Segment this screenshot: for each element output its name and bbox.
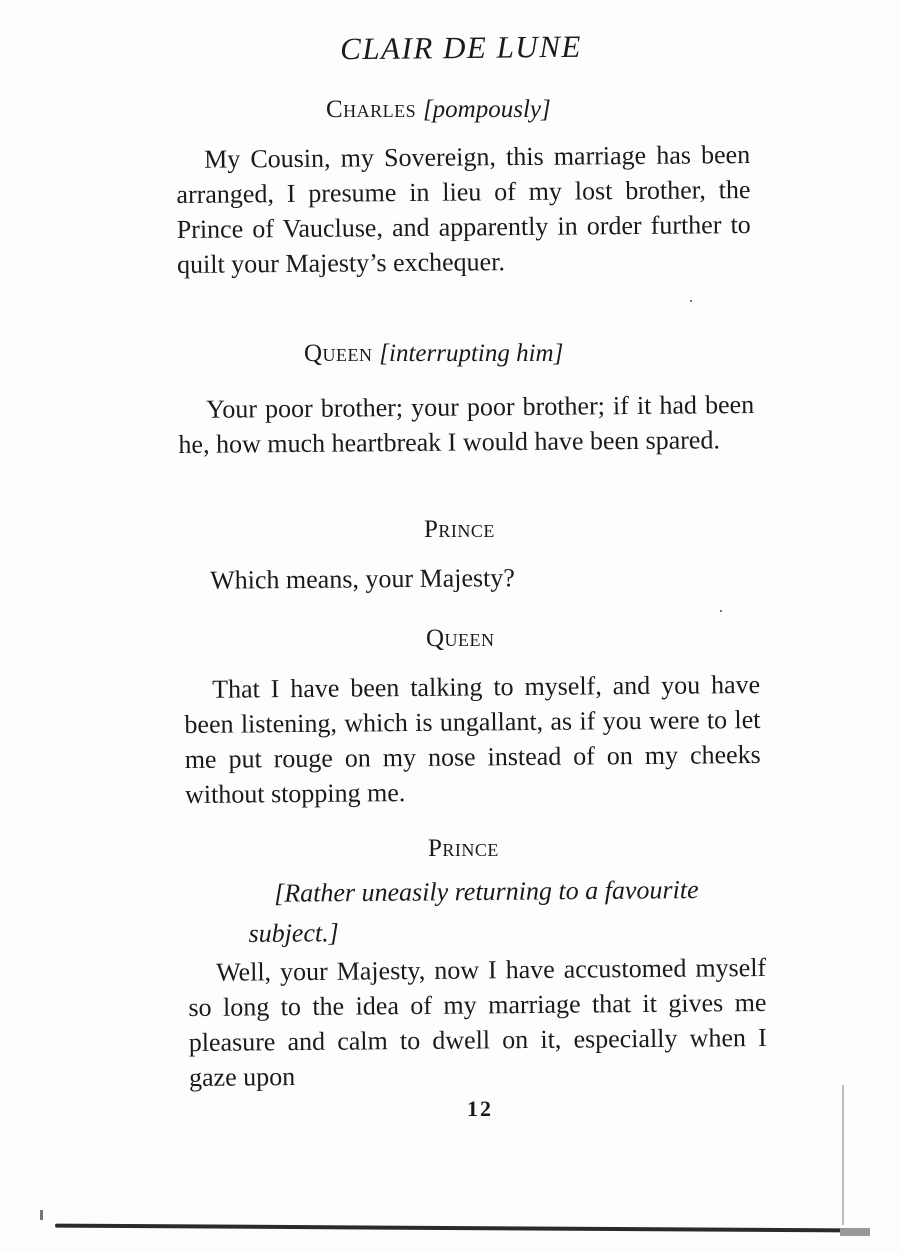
speaker-name: Queen (426, 625, 495, 652)
speaker-heading (428, 835, 499, 863)
dialogue-paragraph: Your poor brother; your poor brother; if it had been he, how much heartbreak I would have been spared. (178, 389, 755, 459)
scan-speck (40, 1210, 43, 1220)
speaker-heading (424, 516, 495, 544)
speaker-heading (426, 625, 495, 653)
dialogue-paragraph: Well, your Majesty, now I have accustomed myself so long to the idea of my marriage that it gives me pleasure and calm to dwell on it, especially when I gaze upon (188, 952, 767, 1092)
scan-speck (720, 610, 722, 612)
stage-direction: [Rather uneasily returning to a favourite subject.] (248, 875, 699, 948)
dialogue-paragraph: That I have been talking to myself, and you have been listening, which is ungallant, as if you were to let me put rouge on my nose instead of on my cheeks without stopping me. (184, 669, 761, 809)
dialogue-paragraph: My Cousin, my Sovereign, this marriage has been arranged, I presume in lieu of my lost brother, the Prince of Vaucluse, and apparently in order further to quilt your Majesty’s exchequer. (176, 139, 751, 279)
speaker-direction: [pompously] (422, 96, 551, 123)
scan-speck (840, 1228, 870, 1236)
speaker-heading (304, 340, 563, 368)
scan-speck (842, 1085, 844, 1225)
running-head: CLAIR DE LUNE (339, 28, 583, 67)
speaker-name: Prince (424, 516, 495, 543)
speaker-direction: [interrupting him] (379, 340, 564, 367)
speaker-name: Charles (326, 96, 417, 123)
speaker-name: Prince (428, 835, 499, 862)
scan-edge-line (55, 1224, 845, 1233)
dialogue-paragraph: Which means, your Majesty? (210, 563, 515, 595)
speaker-name: Queen (304, 340, 373, 367)
scan-speck (690, 300, 692, 302)
speaker-heading (326, 96, 551, 124)
page-number: 12 (467, 1096, 493, 1121)
